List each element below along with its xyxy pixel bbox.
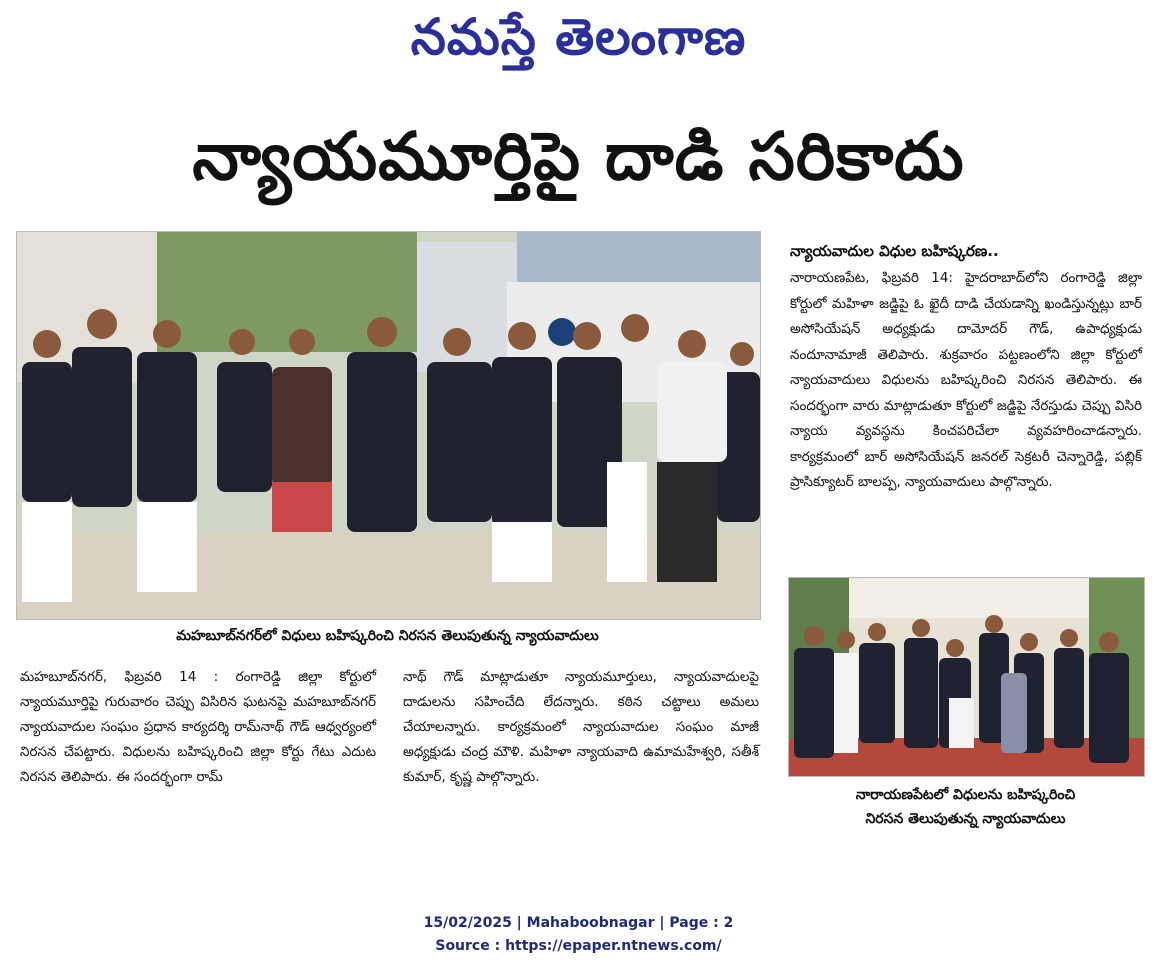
article-mahabubnagar-column-1: మహబూబ్‌నగర్‌, ఫిబ్రవరి 14 : రంగారెడ్డి జిల్లా కోర్టులో న్యాయమూర్తిపై గురువారం చెప్పు విసిరిన ఘటనపై మహబూబ్‌నగర్‌ న్యాయవాదుల సంఘం ప్రధాన కార్యదర్శి రామ్‌నాథ్‌ గౌడ్‌ ఆధ్వర్యంలో నిరసన చేపట్టారు. విధులను బహిష్కరించి జిల్లా కోర్టు గేటు ఎదుట నిరసన తెలిపారు. ఈ సందర్భంగా రామ్‌ xyxy=(20,669,376,785)
photo-mahabubnagar-illustration xyxy=(17,232,760,619)
footer-date-edition: 15/02/2025 | Mahaboobnagar | Page : 2 xyxy=(423,915,734,931)
article-narayanpet-heading: న్యాయవాదుల విధుల బహిష్కరణ.. xyxy=(790,242,999,260)
article-mahabubnagar-column-2: నాథ్‌ గౌడ్‌ మాట్లాడుతూ న్యాయమూర్తులు, న్యాయవాదులపై దాడులను సహించేది లేదన్నారు. కఠిన చట్టాలు అమలు చేయాలన్నారు. కార్యక్రమంలో న్యాయవాదుల సంఘం మాజీ అధ్యక్షుడు చంద్ర మౌళి. మహిళా న్యాయవాది ఉమామహేశ్వరి, సతీశ్‌ కుమార్‌, కృష్ణ పాల్గొన్నారు. xyxy=(403,669,759,785)
photo-narayanpet-illustration xyxy=(789,578,1144,776)
photo-caption-mahabubnagar: మహబూబ్‌నగర్‌లో విధులు బహిష్కరించి నిరసన తెలుపుతున్న న్యాయవాదులు xyxy=(176,628,599,644)
photo-caption-narayanpet xyxy=(788,783,1143,831)
article-narayanpet-body: నారాయణపేట, ఫిబ్రవరి 14: హైదరాబాద్‌లోని రంగారెడ్డి జిల్లా కోర్టులో మహిళా జడ్జిపై ఓ ఖైదీ దాడి చేయడాన్ని ఖండిస్తున్నట్లు బార్‌ అసోసియేషన్‌ అధ్యక్షుడు దామోదర్‌ గౌడ్‌, ఉపాధ్యక్షుడు నందూనామాజీ తెలిపారు. శుక్రవారం పట్టణంలోని జిల్లా కోర్టులో న్యాయవాదులు విధులను బహిష్కరించి నిరసన తెలిపారు. ఈ సందర్భంగా వారు మాట్లాడుతూ కోర్టులో జడ్జిపై నేరస్తుడు చెప్పు విసిరి న్యాయ వ్యవస్థను కించపరిచేలా వ్యవహరించాడన్నారు. కార్యక్రమంలో బార్‌ అసోసియేషన్‌ జనరల్‌ సెక్రటరీ చెన్నారెడ్డి, పబ్లిక్‌ ప్రాసిక్యూటర్‌ బాలప్ప, న్యాయవాదులు పాల్గొన్నారు. xyxy=(790,270,1142,490)
article-narayanpet xyxy=(790,238,1142,496)
photo-caption-narayanpet-line-2: నిరసన తెలుపుతున్న న్యాయవాదులు xyxy=(865,811,1066,827)
footer-source: Source : https://epaper.ntnews.com/ xyxy=(435,938,722,954)
group-photo-mahabubnagar xyxy=(16,231,761,620)
group-photo-narayanpet xyxy=(788,577,1145,777)
masthead-logo: నమస్తే తెలంగాణ xyxy=(410,8,747,66)
headline: న్యాయమూర్తిపై దాడి సరికాదు xyxy=(192,118,965,195)
photo-caption-narayanpet-line-1: నారాయణపేటలో విధులను బహిష్కరించి xyxy=(855,787,1076,803)
